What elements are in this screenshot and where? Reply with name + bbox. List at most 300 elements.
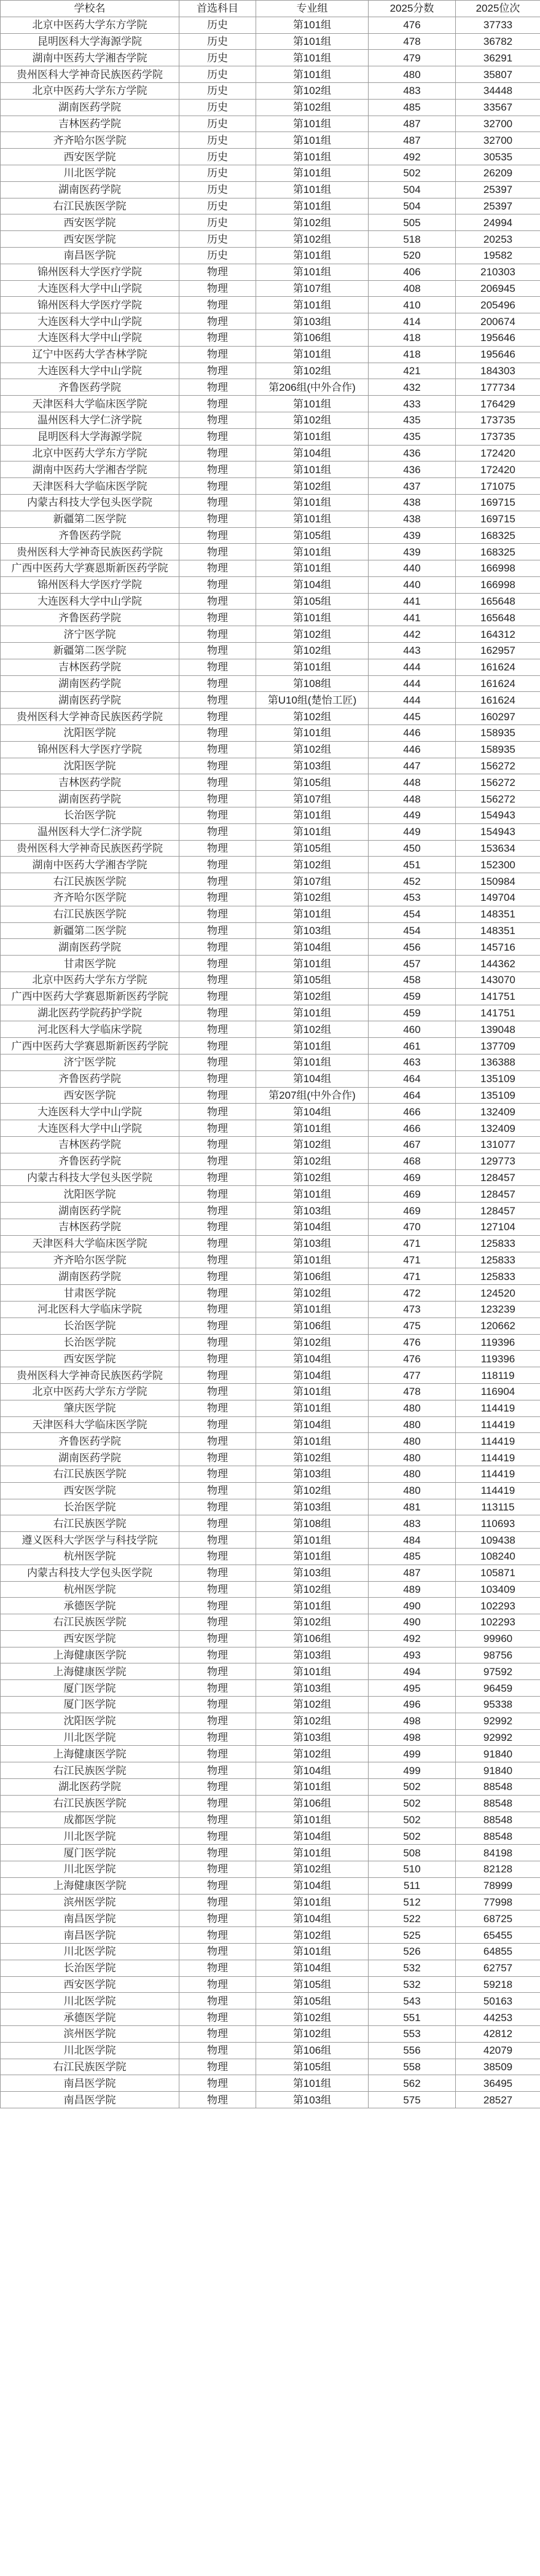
school-name-cell: 锦州医科大学医疗学院 (1, 741, 179, 758)
score-cell: 439 (369, 544, 456, 560)
major-group-cell: 第101组 (256, 116, 369, 132)
school-name-cell: 新疆第二医学院 (1, 511, 179, 527)
rank-cell: 156272 (456, 774, 540, 791)
rank-cell: 65455 (456, 1927, 540, 1944)
score-cell: 456 (369, 939, 456, 956)
table-row (1, 1960, 540, 1976)
major-group-cell: 第104组 (256, 1219, 369, 1235)
subject-cell: 物理 (179, 857, 256, 873)
rank-cell: 137709 (456, 1038, 540, 1054)
rank-cell: 77998 (456, 1894, 540, 1910)
subject-cell: 物理 (179, 1367, 256, 1384)
school-name-cell: 厦门医学院 (1, 1680, 179, 1697)
table-row (1, 396, 540, 412)
score-cell: 472 (369, 1285, 456, 1302)
table-row (1, 576, 540, 593)
score-cell: 432 (369, 379, 456, 396)
score-cell: 502 (369, 165, 456, 181)
school-name-cell: 湖北医药学院 (1, 1779, 179, 1796)
major-group-cell: 第104组 (256, 1104, 369, 1120)
score-cell: 499 (369, 1746, 456, 1762)
table-row (1, 511, 540, 527)
score-cell: 504 (369, 181, 456, 198)
subject-cell: 物理 (179, 1729, 256, 1746)
subject-cell: 物理 (179, 1697, 256, 1713)
major-group-cell: 第104组 (256, 1877, 369, 1894)
score-cell: 469 (369, 1203, 456, 1219)
score-cell: 504 (369, 198, 456, 214)
score-cell: 520 (369, 247, 456, 264)
rank-cell: 88548 (456, 1812, 540, 1828)
subject-cell: 物理 (179, 593, 256, 610)
table-row (1, 1169, 540, 1186)
school-name-cell: 湖南医药学院 (1, 675, 179, 692)
rank-cell: 37733 (456, 17, 540, 33)
score-cell: 435 (369, 428, 456, 445)
subject-cell: 物理 (179, 1976, 256, 1993)
rank-cell: 132409 (456, 1104, 540, 1120)
major-group-cell: 第101组 (256, 1812, 369, 1828)
table-row (1, 1120, 540, 1137)
table-row (1, 1005, 540, 1021)
table-row (1, 33, 540, 50)
major-group-cell: 第104组 (256, 1367, 369, 1384)
subject-cell: 物理 (179, 313, 256, 330)
rank-cell: 120662 (456, 1317, 540, 1334)
school-name-cell: 长治医学院 (1, 1960, 179, 1976)
rank-cell: 19582 (456, 247, 540, 264)
school-name-cell: 承德医学院 (1, 1598, 179, 1614)
major-group-cell: 第102组 (256, 82, 369, 99)
score-cell: 502 (369, 1779, 456, 1796)
table-row (1, 1301, 540, 1317)
rank-cell: 32700 (456, 132, 540, 149)
score-cell: 458 (369, 972, 456, 989)
subject-cell: 物理 (179, 823, 256, 840)
major-group-cell: 第106组 (256, 1268, 369, 1285)
major-group-cell: 第107组 (256, 791, 369, 807)
rank-cell: 116904 (456, 1383, 540, 1400)
table-row (1, 593, 540, 610)
school-name-cell: 新疆第二医学院 (1, 643, 179, 659)
major-group-cell: 第102组 (256, 1450, 369, 1466)
table-row (1, 1186, 540, 1203)
major-group-cell: 第101组 (256, 181, 369, 198)
table-row (1, 857, 540, 873)
school-name-cell: 湖南医药学院 (1, 99, 179, 116)
table-row (1, 758, 540, 774)
score-cell: 460 (369, 1021, 456, 1038)
rank-cell: 42079 (456, 2042, 540, 2059)
subject-cell: 历史 (179, 231, 256, 248)
rank-cell: 36782 (456, 33, 540, 50)
school-name-cell: 辽宁中医药大学杏林学院 (1, 346, 179, 363)
score-cell: 502 (369, 1795, 456, 1812)
subject-cell: 物理 (179, 412, 256, 428)
subject-cell: 历史 (179, 116, 256, 132)
major-group-cell: 第102组 (256, 478, 369, 495)
score-cell: 459 (369, 988, 456, 1005)
school-name-cell: 湖南医药学院 (1, 939, 179, 956)
subject-cell: 历史 (179, 132, 256, 149)
school-name-cell: 温州医科大学仁济学院 (1, 412, 179, 428)
school-name-cell: 南昌医学院 (1, 1927, 179, 1944)
major-group-cell: 第103组 (256, 758, 369, 774)
score-cell: 484 (369, 1532, 456, 1549)
school-name-cell: 湖南医药学院 (1, 181, 179, 198)
major-group-cell: 第102组 (256, 643, 369, 659)
rank-cell: 148351 (456, 922, 540, 939)
major-group-cell: 第102组 (256, 363, 369, 379)
score-cell: 461 (369, 1038, 456, 1054)
score-cell: 450 (369, 840, 456, 857)
rank-cell: 143070 (456, 972, 540, 989)
score-cell: 532 (369, 1976, 456, 1993)
rank-cell: 184303 (456, 363, 540, 379)
rank-cell: 161624 (456, 659, 540, 675)
school-name-cell: 杭州医学院 (1, 1548, 179, 1565)
table-row (1, 922, 540, 939)
rank-cell: 33567 (456, 99, 540, 116)
rank-cell: 128457 (456, 1203, 540, 1219)
rank-cell: 59218 (456, 1976, 540, 1993)
table-row (1, 1351, 540, 1367)
subject-cell: 物理 (179, 478, 256, 495)
score-cell: 446 (369, 725, 456, 742)
major-group-cell: 第103组 (256, 1466, 369, 1482)
score-cell: 556 (369, 2042, 456, 2059)
table-row (1, 363, 540, 379)
rank-cell: 173735 (456, 428, 540, 445)
table-row (1, 132, 540, 149)
score-cell: 464 (369, 1087, 456, 1104)
rank-cell: 119396 (456, 1334, 540, 1351)
score-cell: 448 (369, 791, 456, 807)
score-cell: 445 (369, 709, 456, 725)
score-cell: 443 (369, 643, 456, 659)
score-cell: 421 (369, 363, 456, 379)
school-name-cell: 齐鲁医药学院 (1, 610, 179, 626)
table-row (1, 956, 540, 972)
school-name-cell: 长治医学院 (1, 1317, 179, 1334)
rank-cell: 158935 (456, 725, 540, 742)
major-group-cell: 第105组 (256, 1993, 369, 2009)
major-group-cell: 第101组 (256, 1845, 369, 1861)
subject-cell: 物理 (179, 1252, 256, 1268)
score-cell: 483 (369, 82, 456, 99)
score-cell: 451 (369, 857, 456, 873)
major-group-cell: 第101组 (256, 956, 369, 972)
major-group-cell: 第104组 (256, 1828, 369, 1845)
rank-cell: 177734 (456, 379, 540, 396)
major-group-cell: 第101组 (256, 50, 369, 66)
school-name-cell: 滨州医学院 (1, 1894, 179, 1910)
school-name-cell: 右江民族医学院 (1, 1762, 179, 1779)
score-cell: 487 (369, 1565, 456, 1581)
school-name-cell: 齐鲁医药学院 (1, 1433, 179, 1450)
school-name-cell: 遵义医科大学医学与科技学院 (1, 1532, 179, 1549)
rank-cell: 35807 (456, 66, 540, 83)
major-group-cell: 第101组 (256, 247, 369, 264)
major-group-cell: 第102组 (256, 231, 369, 248)
school-name-cell: 湖北医药学院药护学院 (1, 1005, 179, 1021)
rank-cell: 173735 (456, 412, 540, 428)
subject-cell: 物理 (179, 1120, 256, 1137)
subject-cell: 物理 (179, 1169, 256, 1186)
major-group-cell: 第101组 (256, 297, 369, 313)
school-name-cell: 长治医学院 (1, 807, 179, 824)
table-body (1, 17, 540, 2108)
table-row (1, 2009, 540, 2026)
table-row (1, 247, 540, 264)
rank-cell: 165648 (456, 610, 540, 626)
major-group-cell: 第101组 (256, 1383, 369, 1400)
major-group-cell: 第101组 (256, 1120, 369, 1137)
rank-cell: 26209 (456, 165, 540, 181)
school-name-cell: 沈阳医学院 (1, 1186, 179, 1203)
major-group-cell: 第106组 (256, 1317, 369, 1334)
school-name-cell: 锦州医科大学医疗学院 (1, 297, 179, 313)
table-row (1, 1433, 540, 1450)
subject-cell: 物理 (179, 1762, 256, 1779)
major-group-cell: 第103组 (256, 1203, 369, 1219)
score-cell: 454 (369, 906, 456, 922)
subject-cell: 物理 (179, 1861, 256, 1878)
subject-cell: 物理 (179, 643, 256, 659)
major-group-cell: 第101组 (256, 1400, 369, 1416)
subject-cell: 物理 (179, 1070, 256, 1087)
major-group-cell: 第105组 (256, 2059, 369, 2075)
rank-cell: 103409 (456, 1581, 540, 1598)
subject-cell: 物理 (179, 659, 256, 675)
table-row (1, 1565, 540, 1581)
subject-cell: 历史 (179, 66, 256, 83)
subject-cell: 物理 (179, 1515, 256, 1532)
table-row (1, 1927, 540, 1944)
rank-cell: 110693 (456, 1515, 540, 1532)
subject-cell: 物理 (179, 1680, 256, 1697)
rank-cell: 169715 (456, 511, 540, 527)
table-row (1, 1285, 540, 1302)
score-cell: 505 (369, 214, 456, 231)
school-name-cell: 湖南医药学院 (1, 1268, 179, 1285)
subject-cell: 物理 (179, 1268, 256, 1285)
rank-cell: 99960 (456, 1630, 540, 1647)
table-row (1, 1252, 540, 1268)
school-name-cell: 上海健康医学院 (1, 1647, 179, 1663)
table-row (1, 1400, 540, 1416)
subject-cell: 物理 (179, 626, 256, 643)
subject-cell: 物理 (179, 1416, 256, 1433)
table-row (1, 972, 540, 989)
table-row (1, 741, 540, 758)
school-name-cell: 北京中医药大学东方学院 (1, 17, 179, 33)
major-group-cell: 第101组 (256, 1598, 369, 1614)
school-name-cell: 厦门医学院 (1, 1845, 179, 1861)
subject-cell: 物理 (179, 840, 256, 857)
score-cell: 493 (369, 1647, 456, 1663)
major-group-cell: 第102组 (256, 1581, 369, 1598)
school-name-cell: 西安医学院 (1, 1482, 179, 1499)
table-row (1, 379, 540, 396)
school-name-cell: 右江民族医学院 (1, 2059, 179, 2075)
rank-cell: 150984 (456, 873, 540, 890)
rank-cell: 161624 (456, 692, 540, 709)
school-name-cell: 湖南医药学院 (1, 692, 179, 709)
school-name-cell: 吉林医药学院 (1, 1219, 179, 1235)
school-name-cell: 湖南医药学院 (1, 1450, 179, 1466)
table-row (1, 412, 540, 428)
school-name-cell: 西安医学院 (1, 1630, 179, 1647)
score-cell: 471 (369, 1235, 456, 1252)
major-group-cell: 第103组 (256, 1235, 369, 1252)
school-name-cell: 湖南医药学院 (1, 791, 179, 807)
rank-cell: 154943 (456, 807, 540, 824)
score-cell: 522 (369, 1910, 456, 1927)
school-name-cell: 天津医科大学临床医学院 (1, 396, 179, 412)
school-name-cell: 上海健康医学院 (1, 1746, 179, 1762)
major-group-cell: 第102组 (256, 1169, 369, 1186)
score-cell: 441 (369, 593, 456, 610)
school-name-cell: 湖南中医药大学湘杏学院 (1, 50, 179, 66)
school-name-cell: 天津医科大学临床医学院 (1, 1416, 179, 1433)
table-row (1, 1450, 540, 1466)
school-name-cell: 南昌医学院 (1, 1910, 179, 1927)
subject-cell: 物理 (179, 1598, 256, 1614)
rank-cell: 114419 (456, 1482, 540, 1499)
rank-cell: 164312 (456, 626, 540, 643)
score-cell: 439 (369, 527, 456, 544)
subject-cell: 物理 (179, 2026, 256, 2043)
rank-cell: 195646 (456, 329, 540, 346)
subject-cell: 物理 (179, 544, 256, 560)
school-name-cell: 齐齐哈尔医学院 (1, 132, 179, 149)
rank-cell: 166998 (456, 576, 540, 593)
subject-cell: 物理 (179, 1532, 256, 1549)
score-cell: 495 (369, 1680, 456, 1697)
score-cell: 470 (369, 1219, 456, 1235)
subject-cell: 物理 (179, 1927, 256, 1944)
school-name-cell: 西安医学院 (1, 1351, 179, 1367)
table-row (1, 692, 540, 709)
table-row (1, 988, 540, 1005)
school-name-cell: 大连医科大学中山学院 (1, 280, 179, 297)
rank-cell: 149704 (456, 890, 540, 906)
school-name-cell: 成都医学院 (1, 1812, 179, 1828)
school-name-cell: 大连医科大学中山学院 (1, 1104, 179, 1120)
school-name-cell: 吉林医药学院 (1, 1136, 179, 1153)
table-row (1, 1861, 540, 1878)
table-row (1, 1087, 540, 1104)
score-cell: 480 (369, 66, 456, 83)
score-cell: 476 (369, 1334, 456, 1351)
major-group-cell: 第105组 (256, 774, 369, 791)
school-name-cell: 内蒙古科技大学包头医学院 (1, 1169, 179, 1186)
table-row (1, 823, 540, 840)
subject-cell: 物理 (179, 988, 256, 1005)
table-row (1, 181, 540, 198)
subject-cell: 物理 (179, 1647, 256, 1663)
rank-cell: 144362 (456, 956, 540, 972)
rank-cell: 114419 (456, 1433, 540, 1450)
subject-cell: 物理 (179, 280, 256, 297)
subject-cell: 物理 (179, 1400, 256, 1416)
score-cell: 406 (369, 264, 456, 280)
rank-cell: 64855 (456, 1944, 540, 1960)
score-cell: 435 (369, 412, 456, 428)
table-row (1, 890, 540, 906)
major-group-cell: 第101组 (256, 610, 369, 626)
major-group-cell: 第103组 (256, 922, 369, 939)
subject-cell: 物理 (179, 1219, 256, 1235)
school-name-cell: 齐齐哈尔医学院 (1, 1252, 179, 1268)
school-name-cell: 广西中医药大学赛恩斯新医药学院 (1, 988, 179, 1005)
school-name-cell: 川北医学院 (1, 1861, 179, 1878)
table-row (1, 807, 540, 824)
rank-cell: 105871 (456, 1565, 540, 1581)
rank-cell: 42812 (456, 2026, 540, 2043)
major-group-cell: 第106组 (256, 1795, 369, 1812)
major-group-cell: 第102组 (256, 1746, 369, 1762)
table-row (1, 709, 540, 725)
subject-cell: 物理 (179, 2059, 256, 2075)
score-cell: 473 (369, 1301, 456, 1317)
subject-cell: 物理 (179, 774, 256, 791)
score-cell: 438 (369, 494, 456, 511)
rank-cell: 160297 (456, 709, 540, 725)
score-cell: 447 (369, 758, 456, 774)
score-cell: 440 (369, 560, 456, 577)
rank-cell: 62757 (456, 1960, 540, 1976)
table-row (1, 1598, 540, 1614)
score-cell: 480 (369, 1482, 456, 1499)
subject-cell: 物理 (179, 560, 256, 577)
table-row (1, 560, 540, 577)
score-cell: 558 (369, 2059, 456, 2075)
rank-cell: 114419 (456, 1400, 540, 1416)
major-group-cell: 第101组 (256, 1054, 369, 1071)
major-group-cell: 第101组 (256, 149, 369, 165)
table-row (1, 2026, 540, 2043)
rank-cell: 132409 (456, 1120, 540, 1137)
subject-cell: 物理 (179, 725, 256, 742)
score-cell: 441 (369, 610, 456, 626)
score-cell: 498 (369, 1729, 456, 1746)
table-row (1, 329, 540, 346)
major-group-cell: 第101组 (256, 2075, 369, 2092)
rank-cell: 25397 (456, 198, 540, 214)
major-group-cell: 第101组 (256, 906, 369, 922)
subject-cell: 物理 (179, 1614, 256, 1631)
rank-cell: 78999 (456, 1877, 540, 1894)
school-name-cell: 昆明医科大学海源学院 (1, 428, 179, 445)
school-name-cell: 广西中医药大学赛恩斯新医药学院 (1, 560, 179, 577)
table-row (1, 1070, 540, 1087)
score-cell: 475 (369, 1317, 456, 1334)
school-name-cell: 吉林医药学院 (1, 774, 179, 791)
rank-cell: 139048 (456, 1021, 540, 1038)
school-name-cell: 天津医科大学临床医学院 (1, 1235, 179, 1252)
subject-cell: 物理 (179, 527, 256, 544)
rank-cell: 102293 (456, 1614, 540, 1631)
table-row (1, 1795, 540, 1812)
subject-cell: 物理 (179, 1746, 256, 1762)
rank-cell: 172420 (456, 461, 540, 478)
school-name-cell: 西安医学院 (1, 214, 179, 231)
rank-cell: 161624 (456, 675, 540, 692)
major-group-cell: 第101组 (256, 132, 369, 149)
subject-cell: 物理 (179, 675, 256, 692)
